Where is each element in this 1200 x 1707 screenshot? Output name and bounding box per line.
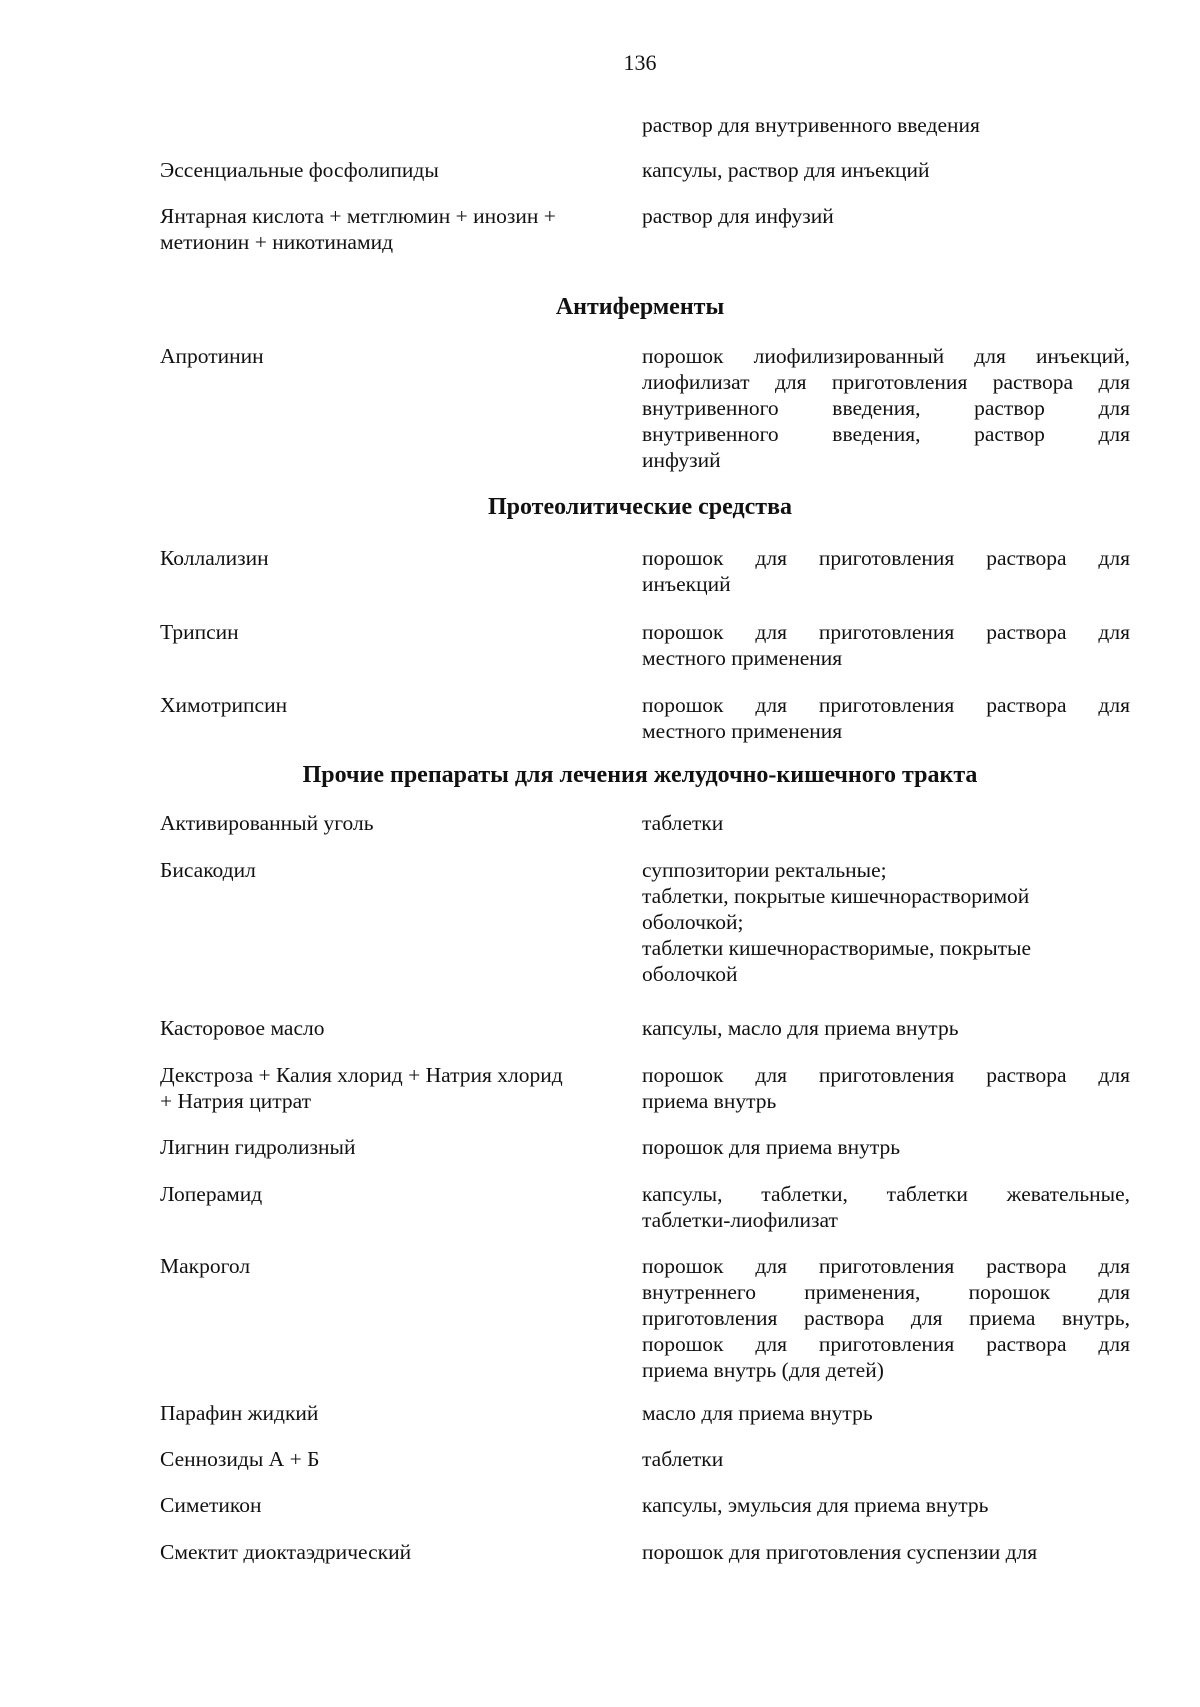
- dosage-form: порошок для приема внутрь: [642, 1135, 901, 1159]
- drug-name: Макрогол: [160, 1254, 251, 1278]
- dosage-form: порошок для приготовления раствора для внутреннего применения, порошок для приготовления раствора для приема внутрь, порошок для приготовления раствора для приема внутрь (для детей): [642, 1254, 1130, 1382]
- drug-name: Химотрипсин: [160, 693, 288, 717]
- dosage-form: капсулы, раствор для инъекций: [642, 158, 930, 182]
- dosage-form: порошок для приготовления раствора для инъекций: [642, 546, 1130, 596]
- drug-name: Смектит диоктаэдрический: [160, 1540, 412, 1564]
- dosage-form: суппозитории ректальные; таблетки, покрытые кишечнорастворимой оболочкой; таблетки кишечнорастворимые, покрытые оболочкой: [642, 858, 1032, 986]
- drug-name: Трипсин: [160, 620, 239, 644]
- dosage-form: капсулы, масло для приема внутрь: [642, 1016, 959, 1040]
- dosage-form: порошок для приготовления раствора для местного применения: [642, 620, 1130, 670]
- dosage-form: порошок для приготовления суспензии для: [642, 1540, 1038, 1564]
- dosage-form: таблетки: [642, 811, 724, 835]
- drug-name: Касторовое масло: [160, 1016, 325, 1040]
- dosage-form: порошок для приготовления раствора для местного применения: [642, 693, 1130, 743]
- drug-name: Апротинин: [160, 344, 264, 368]
- drug-name: Янтарная кислота + метглюмин + инозин + метионин + никотинамид: [160, 204, 556, 254]
- section-title: Протеолитические средства: [487, 494, 793, 520]
- section-title: Прочие препараты для лечения желудочно-кишечного тракта: [302, 762, 978, 788]
- dosage-form: порошок для приготовления раствора для приема внутрь: [642, 1063, 1130, 1113]
- dosage-form: раствор для внутривенного введения: [642, 113, 980, 137]
- drug-name: Активированный уголь: [160, 811, 374, 835]
- dosage-form: капсулы, таблетки, таблетки жевательные, таблетки-лиофилизат: [642, 1182, 1130, 1232]
- drug-name: Коллализин: [160, 546, 269, 570]
- drug-name: Симетикон: [160, 1493, 262, 1517]
- dosage-form: раствор для инфузий: [642, 204, 834, 228]
- dosage-form: масло для приема внутрь: [642, 1401, 873, 1425]
- dosage-form: капсулы, эмульсия для приема внутрь: [642, 1493, 989, 1517]
- dosage-form: порошок лиофилизированный для инъекций, лиофилизат для приготовления раствора для внутривенного введения, раствор для внутривенного введения, раствор для инфузий: [642, 344, 1130, 472]
- page-number: 136: [623, 50, 657, 75]
- dosage-form: таблетки: [642, 1447, 724, 1471]
- drug-name: Сеннозиды А + Б: [160, 1447, 320, 1471]
- drug-name: Лоперамид: [160, 1182, 263, 1206]
- section-title: Антиферменты: [555, 294, 725, 320]
- drug-name: Бисакодил: [160, 858, 256, 882]
- drug-name: Декстроза + Калия хлорид + Натрия хлорид + Натрия цитрат: [160, 1063, 563, 1113]
- drug-name: Эссенциальные фосфолипиды: [160, 158, 439, 182]
- drug-name: Парафин жидкий: [160, 1401, 319, 1425]
- drug-name: Лигнин гидролизный: [160, 1135, 356, 1159]
